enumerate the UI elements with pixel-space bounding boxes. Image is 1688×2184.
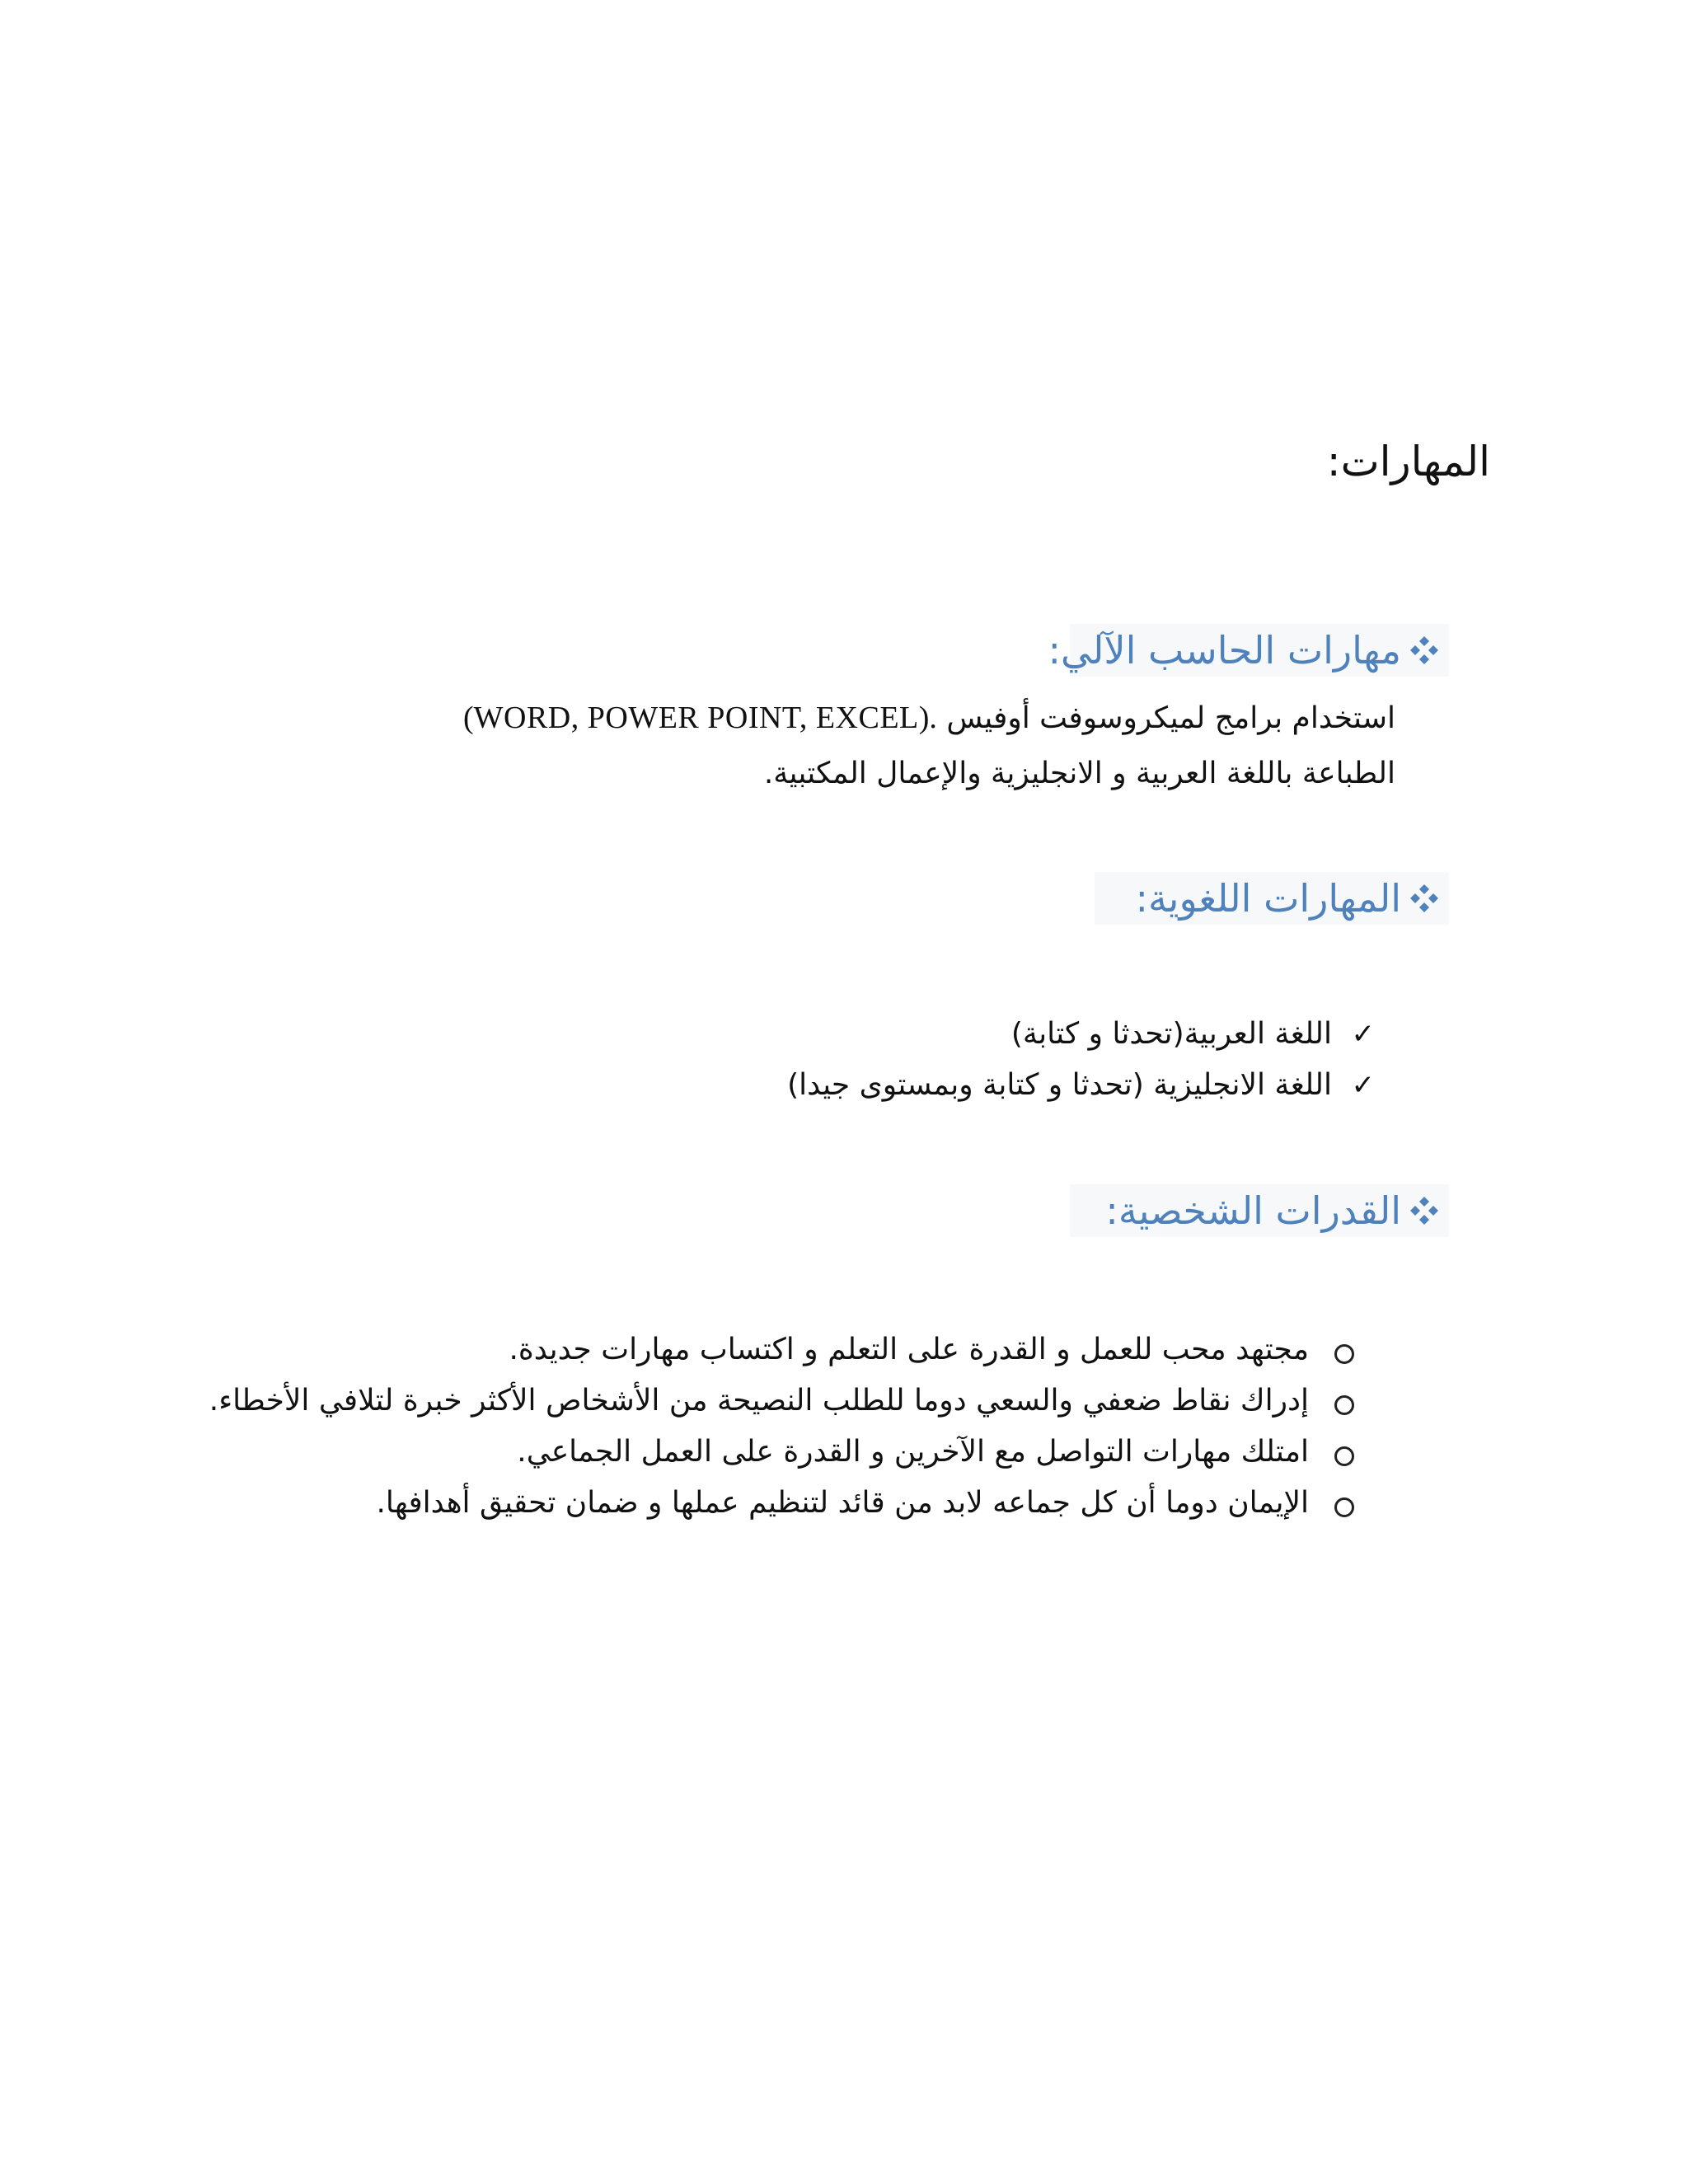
line-text-arabic: الطباعة باللغة العربية و الانجليزية والإعمال المكتبية. <box>763 757 1395 790</box>
circle-bullet-icon <box>1334 1395 1354 1415</box>
list-item-text: اللغة العربية(تحدثا و كتابة) <box>1010 1017 1332 1051</box>
list-item <box>151 1324 1354 1376</box>
list-item <box>787 1009 1375 1060</box>
language-list <box>787 1009 1375 1111</box>
line-text-latin: (WORD, POWER POINT, EXCEL). <box>463 701 937 735</box>
list-item-text: اللغة الانجليزية (تحدثا و كتابة وبمستوى جيدا) <box>787 1068 1332 1102</box>
list-item <box>151 1427 1354 1478</box>
computer-skill-line-2 <box>764 752 1395 795</box>
list-item-text: إدراك نقاط ضعفي والسعي دوما للطلب النصيحة من الأشخاص الأكثر خبرة لتلافي الأخطاء. <box>209 1384 1309 1418</box>
check-icon: ✓ <box>1351 1069 1375 1102</box>
diamond-icon <box>1408 1194 1441 1227</box>
list-item <box>151 1376 1354 1427</box>
check-icon: ✓ <box>1351 1018 1375 1051</box>
list-item-text: الإيمان دوما أن كل جماعه لابد من قائد لتنظيم عملها و ضمان تحقيق أهدافها. <box>376 1486 1309 1520</box>
section-heading: مهارات الحاسب الآلي: <box>1048 628 1401 673</box>
list-item <box>151 1478 1354 1529</box>
section-personal-abilities <box>1105 1184 1441 1237</box>
list-item-text: مجتهد محب للعمل و القدرة على التعلم و اكتساب مهارات جديدة. <box>509 1333 1309 1366</box>
computer-skill-line-1 <box>463 696 1395 740</box>
list-item-text: امتلك مهارات التواصل مع الآخرين و القدرة على العمل الجماعي. <box>517 1435 1309 1469</box>
line-text-arabic: استخدام برامج لميكروسوفت أوفيس <box>946 701 1395 735</box>
list-item <box>787 1060 1375 1111</box>
section-heading: القدرات الشخصية: <box>1105 1188 1401 1233</box>
section-heading: المهارات اللغوية: <box>1135 876 1401 921</box>
page-title: المهارات: <box>1326 438 1490 485</box>
diamond-icon <box>1408 882 1441 915</box>
personal-abilities-list <box>151 1324 1354 1529</box>
circle-bullet-icon <box>1334 1344 1354 1364</box>
diamond-icon <box>1408 634 1441 667</box>
circle-bullet-icon <box>1334 1446 1354 1466</box>
section-computer-skills <box>1048 624 1442 677</box>
section-language-skills <box>1136 872 1441 925</box>
circle-bullet-icon <box>1334 1497 1354 1517</box>
